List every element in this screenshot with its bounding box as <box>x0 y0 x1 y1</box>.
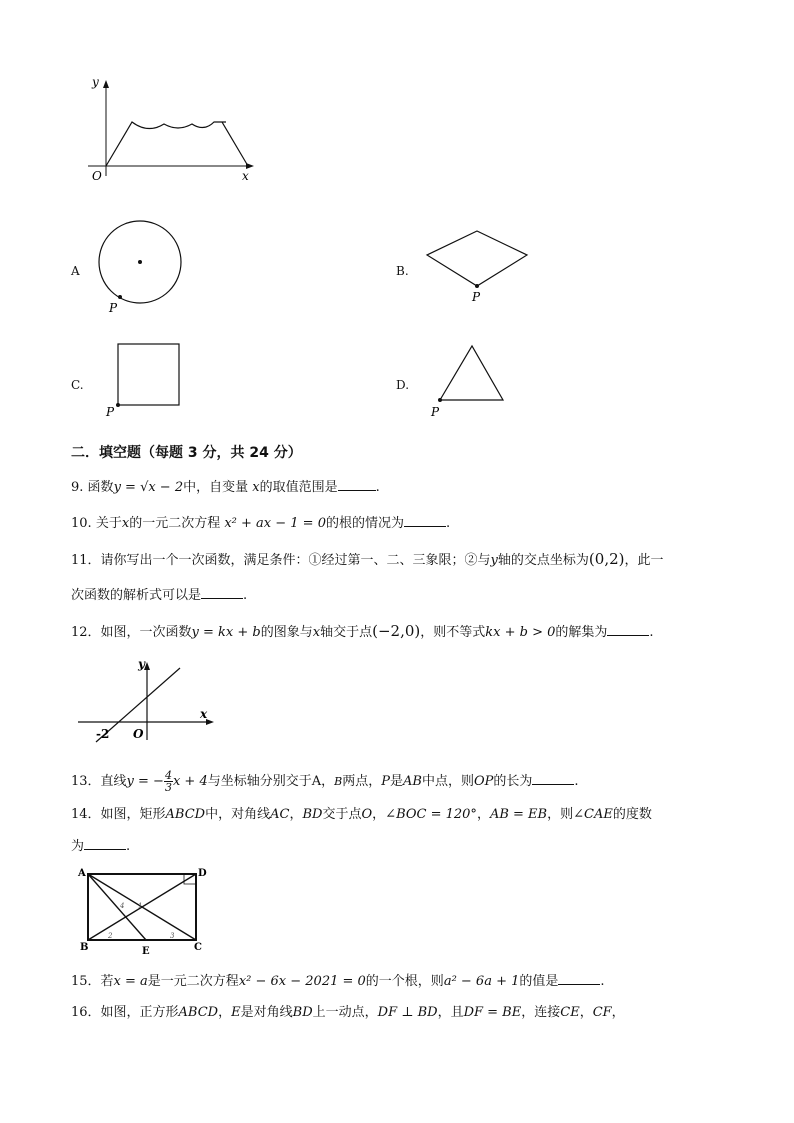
question-11-line2: 次函数的解析式可以是 . <box>71 588 248 603</box>
question-12: 12．如图，一次函数y = kx + b的图象与x轴交于点(−2,0)，则不等式kx + b > 0的解集为 . <box>71 622 654 640</box>
point-p-dot <box>438 398 442 402</box>
rect-figure-14 <box>76 866 216 956</box>
option-b-letter: B. <box>396 264 409 278</box>
answer-blank[interactable] <box>607 623 649 636</box>
question-10: 10. 关于x的一元二次方程 x² + ax − 1 = 0的根的情况为 . <box>71 516 451 531</box>
point-p-dot <box>116 403 120 407</box>
point-p-label: P <box>109 301 118 315</box>
square-shape <box>118 344 179 405</box>
rhombus-shape <box>427 231 527 286</box>
question-11-line1: 11．请你写出一个一次函数，满足条件：①经过第一、二、三象限；②与y轴的交点坐标为(0,2)，此一 <box>71 550 664 568</box>
graph-curve <box>106 122 248 166</box>
answer-blank[interactable] <box>338 478 376 491</box>
answer-blank[interactable] <box>532 772 574 785</box>
q11-point: (0,2) <box>588 550 625 568</box>
y-label: y <box>92 75 99 89</box>
question-14-line1: 14．如图，矩形ABCD中，对角线AC，BD交于点O，∠BOC = 120°，AB = EB，则∠CAE的度数 <box>71 807 652 822</box>
point-p-label: P <box>431 405 440 419</box>
point-p-label: P <box>106 405 115 419</box>
option-a-circle <box>95 218 190 318</box>
x-label: x <box>200 707 208 721</box>
option-c-letter: C. <box>71 378 84 392</box>
label-a: A <box>78 868 86 879</box>
option-d-letter: D. <box>396 378 410 392</box>
fraction: $\frac{4}{3}$ <box>164 769 172 794</box>
label-b: B <box>80 942 89 953</box>
label-d: D <box>198 868 207 879</box>
section-title: 二．填空题（每题 3 分，共 24 分） <box>71 445 302 461</box>
y-label: y <box>138 657 145 671</box>
q10-expr: x² + ax − 1 = 0 <box>224 516 326 531</box>
answer-blank[interactable] <box>558 972 600 985</box>
answer-blank[interactable] <box>84 837 126 850</box>
option-c-square <box>104 340 184 420</box>
point-p-label: P <box>472 290 481 304</box>
point-p-dot <box>118 295 122 299</box>
q9-expr: y = √x − 2 <box>113 480 184 495</box>
angle-mark-3: 3 <box>170 932 175 940</box>
y-arrow <box>103 80 109 88</box>
label-e: E <box>142 946 150 957</box>
option-b-rhombus <box>425 225 535 305</box>
circle-center-dot <box>138 260 142 264</box>
option-a-letter: A <box>71 264 80 278</box>
angle-mark-1: 1 <box>138 902 143 910</box>
graph-12 <box>76 654 221 744</box>
question-9: 9. 函数y = √x − 2中，自变量 x的取值范围是 . <box>71 480 380 495</box>
point-p-dot <box>475 284 479 288</box>
angle-mark-2: 2 <box>108 932 113 940</box>
triangle-shape <box>440 346 503 400</box>
question-16: 16．如图，正方形ABCD，E是对角线BD上一动点，DF ⊥ BD，且DF = BE，连接CE，CF， <box>71 1005 625 1020</box>
label-c: C <box>194 942 202 953</box>
x-label: x <box>242 169 249 183</box>
tick-label: -2 <box>96 727 110 741</box>
x-arrow <box>206 719 214 725</box>
origin-label: O <box>92 169 102 183</box>
angle-mark-4: 4 <box>120 902 125 910</box>
question-15: 15．若x = a是一元二次方程x² − 6x − 2021 = 0的一个根，则a² − 6a + 1的值是 . <box>71 974 605 989</box>
question-14-line2: 为 . <box>71 839 131 854</box>
question-13: 13．直线y = − $\frac{4}{3}$ x + 4与坐标轴分别交于A，B两点，P是AB中点，则OP的长为 . <box>71 769 579 794</box>
answer-blank[interactable] <box>201 586 243 599</box>
answer-blank[interactable] <box>404 514 446 527</box>
option-d-triangle <box>428 342 508 422</box>
top-graph <box>80 76 260 186</box>
origin-label: O <box>133 727 144 741</box>
